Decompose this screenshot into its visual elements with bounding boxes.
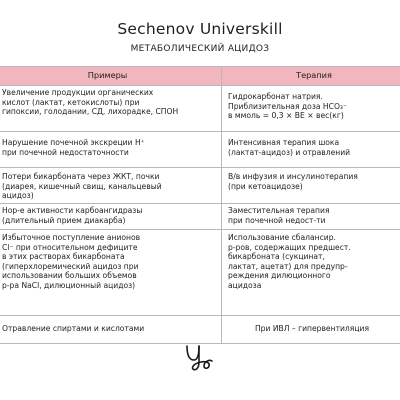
example-cell: Избыточное поступление анионов Cl⁻ при относительном дефиците в этих растворах бикарбоната (гиперхлоремический ацидоз при использовании больших объемов р-ра NaCl, дилюционный ацидоз) (0, 230, 222, 315)
example-cell: Увеличение продукции органических кислот (лактат, кетокислоты) при гипоксии, голодании, СД, лихорадке, СПОН (0, 86, 222, 131)
example-cell: Отравление спиртами и кислотами (0, 316, 222, 343)
table-row (0, 168, 400, 204)
table-row (0, 204, 400, 230)
table-row (0, 132, 400, 168)
table-header-row (0, 66, 400, 86)
therapy-cell: При ИВЛ – гипервентиляция (254, 324, 370, 333)
brand-title: Sechenov Universkill (117, 20, 283, 38)
acidosis-table (0, 66, 400, 344)
therapy-cell: Заместительная терапия при почечной недост-ти (228, 206, 330, 225)
example-cell: Потери бикарбоната через ЖКТ, почки (диарея, кишечный свищ, канальцевый ацидоз) (0, 168, 222, 203)
therapy-cell: Гидрокарбонат натрия. Приблизительная доза HCO₃⁻ в ммоль = 0,3 × BE × вес(кг) (228, 92, 347, 120)
page-title: МЕТАБОЛИЧЕСКИЙ АЦИДОЗ (130, 44, 270, 54)
therapy-cell: Использование сбалансир. р-ров, содержащих предшест. бикарбоната (сукцинат, лактат, ацетат) для предупр- реждения дилюционного ацидоза (228, 233, 351, 290)
example-cell: Нарушение почечной экскреции H⁺ при почечной недостаточности (0, 132, 222, 167)
table-row (0, 316, 400, 344)
table-row (0, 86, 400, 132)
column-header-examples: Примеры (0, 67, 222, 85)
example-cell: Нор-е активности карбоангидразы (длительный прием диакарба) (0, 204, 222, 229)
column-header-therapy: Терапия (296, 70, 332, 81)
therapy-cell: В/в инфузия и инсулинотерапия (при кетоацидозе) (228, 172, 358, 191)
therapy-cell: Интенсивная терапия шока (лактат-ацидоз) и отравлений (228, 138, 351, 157)
universkill-logo-icon (183, 342, 217, 378)
table-row (0, 230, 400, 316)
